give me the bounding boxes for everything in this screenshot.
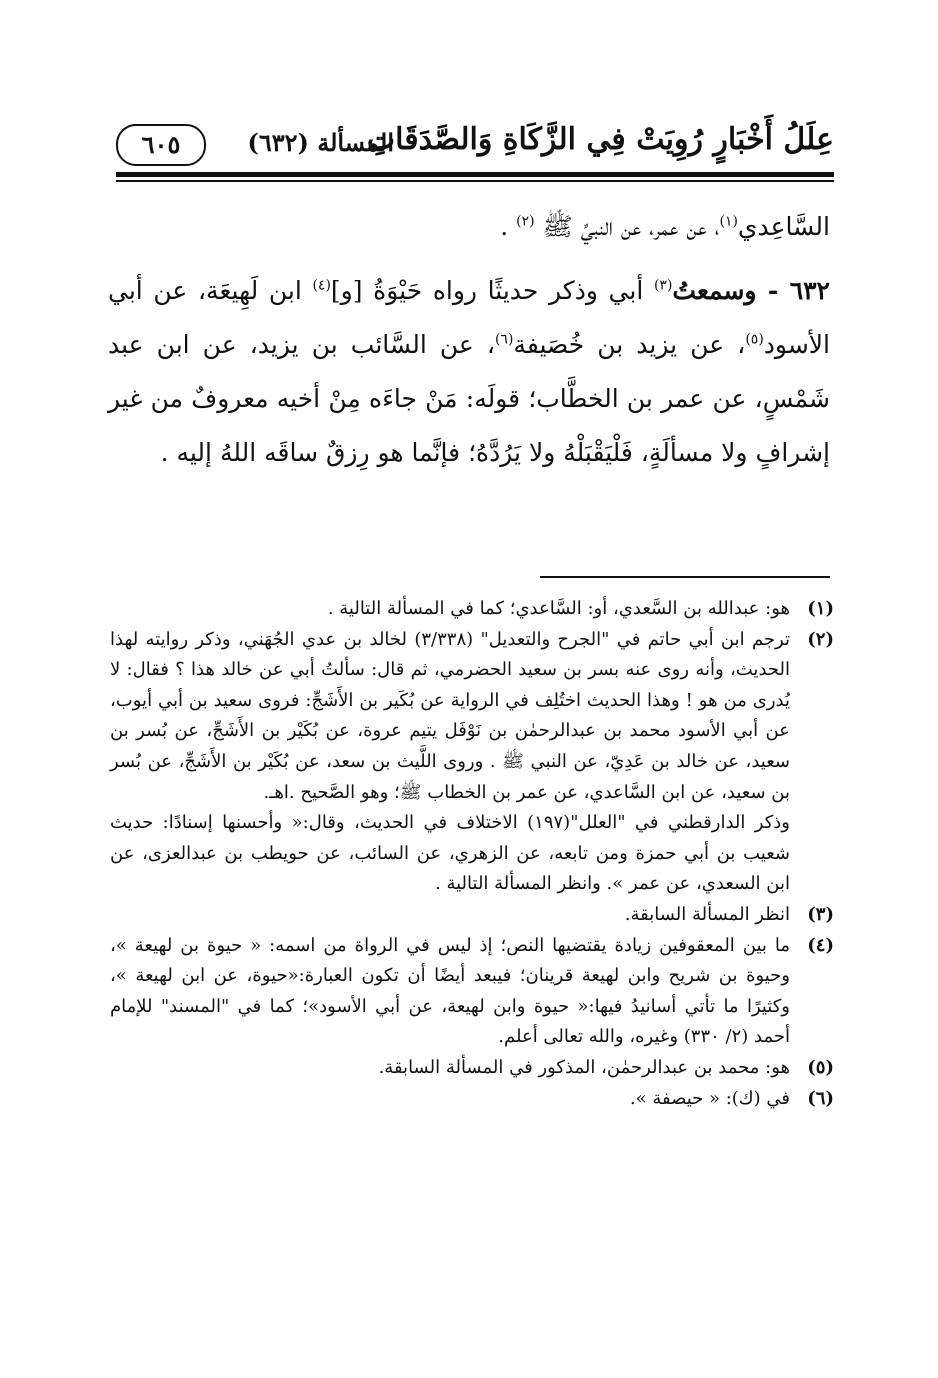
footnote-text: في (ك): « حيصفة ». (629, 1087, 790, 1109)
footnote-text: هو: محمد بن عبدالرحمٰن، المذكور في المسألة السابقة. (378, 1056, 790, 1078)
footnote-5 (110, 1053, 834, 1084)
footnote-3 (110, 900, 834, 931)
text-run: ، عن السَّائب بن يزيد، عن ابن عبد شَمْسٍ، عن عمر بن الخطَّاب؛ قولَه: مَنْ جاءَه مِنْ أخيه معروفٌ من غير إشرافٍ ولا مسألَةٍ، فَلْيَقْبَلْهُ ولا يَرُدَّهُ؛ فإنَّما هو رِزقٌ ساقَه اللهُ إليه . (108, 330, 830, 467)
header-rule-thin (116, 180, 834, 182)
footnote-text-continued: وذكر الدارقطني في "العلل"(١٩٧) الاختلاف في الحديث، وقال:« وأحسنها إسنادًا: حديث شعيب بن أبي حمزة ومن تابعه، عن الزهري، عن السائب، عن حويطب بن عبدالعزى، عن ابن السعدي، عن عمر ». وانظر المسألة التالية . (110, 812, 790, 895)
footnote-text: ما بين المعقوفين زيادة يقتضيها النص؛ إذ ليس في الرواة من اسمه: « حيوة بن لهيعة »، وحيوة بن شريح وابن لهيعة قرينان؛ فيبعد أيضًا أن تكون العبارة:«حيوة، عن ابن لهيعة »، وكثيرًا ما تأتي أسانيدُ فيها:« حيوة وابن لهيعة، عن أبي الأسود»؛ كما في "المسند" للإمام أحمد (٢/ ٣٣٠) وغيره، والله تعالى أعلم. (110, 934, 790, 1048)
footnote-ref: (٣) (653, 277, 673, 294)
footnote-separator (540, 576, 830, 578)
footnotes (110, 594, 834, 1114)
text-run: ، عن يزيد بن خُصَيفة (513, 330, 746, 359)
text-run: ابن لَهِيعَة، عن أبي الأسود (108, 276, 830, 359)
page-header (116, 118, 834, 170)
issue-number: ٦٣٢ - وسمعتُ (672, 276, 830, 305)
footnote-number: (٦) (807, 1087, 834, 1109)
footnote-text: هو: عبدالله بن السَّعدي، أو: السَّاعدي؛ كما في المسألة التالية . (327, 598, 790, 619)
footnote-ref: (١) (719, 213, 738, 230)
footnote-text: ترجم ابن أبي حاتم في "الجرح والتعديل" (٣/٣٣٨) لخالد بن عدي الجُهَني، وذكر روايته لهذا الحديث، وأنه روى عنه بسر بن سعيد الحضرمي، ثم قال: سألتُ أبي عن خالد هذا ؟ فقال: لا يُدرى من هو ! وهذا الحديث اختُلِف في الرواية عن بُكَير بن الأَشَجِّ: فروى سعيد بن أبي أيوب، عن أبي الأسود محمد بن عبدالرحمٰن بن نَوْفَل يتيم عروة، عن بُكَيْر بن الأَشَجِّ، عن بُسر بن سعيد، عن خالد بن عَدِيّ، عن النبي ﷺ . وروى اللَّيث بن سعد، عن بُكَيْر بن الأَشَجِّ، عن بُسر بن سعيد، عن ابن السَّاعدي، عن عمر بن الخطاب ﷺ؛ وهو الصَّحيح .اهـ. (110, 628, 790, 803)
paragraph-continuation (108, 200, 830, 254)
footnote-body (110, 625, 790, 900)
book-title: عِلَلُ أَخْبَارٍ رُوِيَتْ فِي الزَّكَاةِ وَالصَّدَقَاتِ (366, 122, 834, 157)
text-run: . (500, 212, 509, 241)
text-run: ، عن عمر، عن النبيِّ ﷺ (542, 212, 720, 241)
footnote-ref: (٦) (494, 331, 514, 348)
footnote-6 (110, 1084, 834, 1115)
text-run: أبي وذكر حديثًا رواه حَيْوَةُ [و] (330, 276, 654, 305)
text-run: السَّاعِدي (737, 212, 830, 241)
footnote-2 (110, 625, 834, 900)
footnote-number: (٢) (807, 628, 834, 650)
footnote-number: (٣) (807, 903, 834, 925)
main-text (108, 200, 830, 480)
paragraph-issue-632 (108, 264, 830, 480)
issue-label: المسألة (٦٣٢) (247, 128, 394, 157)
footnote-ref: (٢) (516, 213, 535, 230)
footnote-4 (110, 931, 834, 1053)
footnote-number: (١) (807, 598, 834, 619)
footnote-1 (110, 594, 834, 625)
footnote-number: (٥) (807, 1056, 834, 1078)
footnote-number: (٤) (807, 934, 834, 956)
footnote-ref: (٥) (745, 331, 764, 348)
footnote-text: انظر المسألة السابقة. (624, 903, 790, 925)
header-rule-thick (116, 172, 834, 177)
footnote-ref: (٤) (312, 277, 331, 294)
page-number: ٦٠٥ (116, 124, 206, 166)
